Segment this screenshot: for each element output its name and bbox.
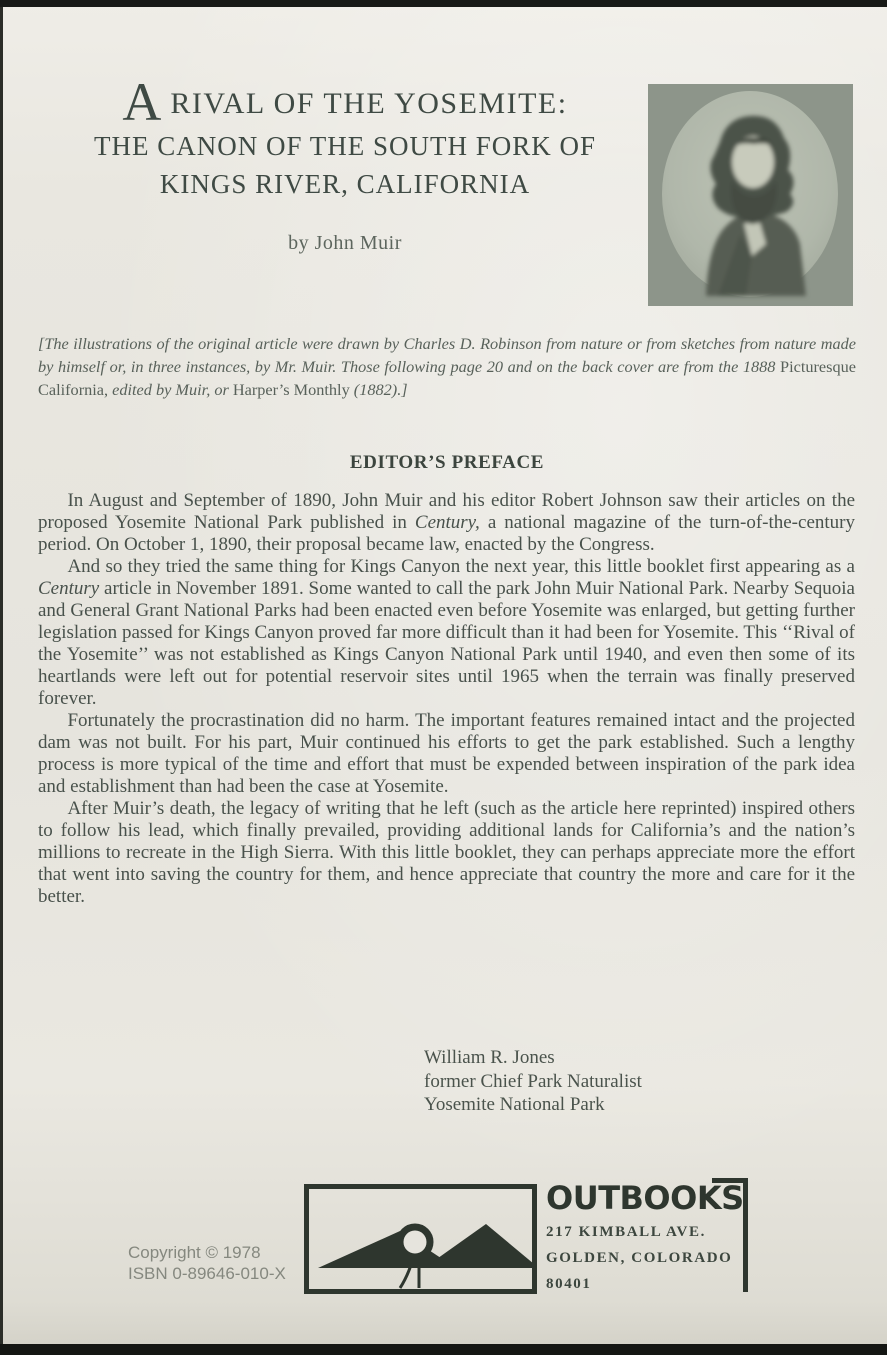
preface-heading: EDITOR’S PREFACE <box>349 452 545 473</box>
preface-paragraph: In August and September of 1890, John Muir and his editor Robert Johnson saw their articles on the proposed Yosemite National Park published in Century, a national magazine of the turn-of-the-century period. On October 1, 1890, their proposal became law, enacted by the Congress. <box>38 490 855 555</box>
scan-edge-top <box>0 0 887 7</box>
copyright-block: Copyright © 1978 ISBN 0-89646-010-X <box>128 1243 286 1283</box>
title-line1-text: RIVAL OF THE YOSEMITE: <box>161 87 568 120</box>
title-line3: KINGS RIVER, CALIFORNIA <box>159 169 531 199</box>
publisher-block <box>546 1180 746 1297</box>
scan-edge-left <box>0 7 3 1344</box>
mountains-ring-sun-logo-icon <box>304 1184 537 1294</box>
signature-block: William R. Jones former Chief Park Naturalist Yosemite National Park <box>424 1047 642 1115</box>
publisher-name: OUTBOOKS <box>546 1179 744 1217</box>
preface-paragraph: Fortunately the procrastination did no harm. The important features remained intact and the projected dam was not built. For his part, Muir continued his efforts to get the park established. Such a lengthy process is more typical of the time and effort that must be expended between inspiration of the park idea and establishment than had been the case at Yosemite. <box>38 710 855 797</box>
page-title <box>55 72 635 132</box>
title-line2: THE CANON OF THE SOUTH FORK OF <box>93 131 597 161</box>
preface-paragraph: And so they tried the same thing for Kings Canyon the next year, this little booklet first appearing as a Century article in November 1891. Some wanted to call the park John Muir National Park. Nearby Sequoia and General Grant National Parks had been enacted even before Yosemite was enlarged, but getting further legislation passed for Kings Canyon proved far more difficult than it had been for Yosemite. This ‘‘Rival of the Yosemite’’ was not established as Kings Canyon National Park until 1940, and even then some of its heartlands were left out for potential reservoir sites until 1965 when the terrain was finally preserved forever. <box>38 556 855 709</box>
title-block <box>55 72 635 255</box>
preface-body <box>38 490 855 908</box>
john-muir-portrait-photo <box>648 84 853 306</box>
illustration-credit-note: [The illustrations of the original article were drawn by Charles D. Robinson from nature or from sketches from nature made by himself or, in three instances, by Mr. Muir. Those following page 20 and on the back cover are from the 1888 Picturesque California, edited by Muir, or Harper’s Monthly (1882).] <box>38 334 856 399</box>
preface-paragraph: After Muir’s death, the legacy of writing that he left (such as the article here reprinted) inspired others to follow his lead, which finally prevailed, providing additional lands for California’s and the nation’s millions to recreate in the High Sierra. With this little booklet, they can perhaps appreciate more the effort that went into saving the country for them, and hence appreciate that country the more and care for it the better. <box>38 798 855 907</box>
scan-edge-bottom <box>0 1344 887 1355</box>
publisher-address: 217 KIMBALL AVE. GOLDEN, COLORADO 80401 <box>546 1223 733 1292</box>
title-dropcap: A <box>122 72 162 132</box>
byline: by John Muir <box>288 232 402 254</box>
